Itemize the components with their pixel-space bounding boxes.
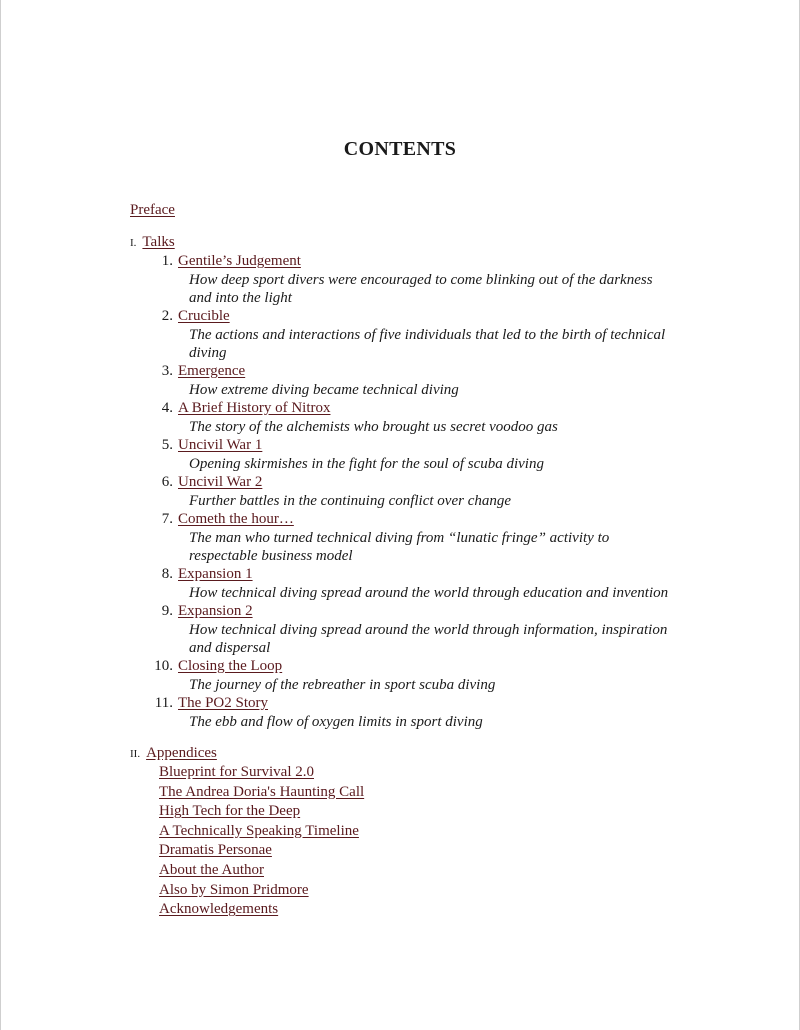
- chapter-number: 8.: [161, 566, 173, 582]
- appendix-link[interactable]: Acknowledgements: [159, 901, 279, 918]
- chapter-description: Opening skirmishes in the fight for the soul of scuba diving: [189, 456, 544, 472]
- part-appendices-link[interactable]: Appendices: [146, 745, 217, 761]
- chapter-number: 11.: [154, 695, 173, 711]
- part-talks-link[interactable]: Talks: [142, 234, 175, 250]
- part-numeral: II.: [130, 748, 141, 760]
- chapter-entry: [130, 252, 690, 307]
- chapter-heading: [161, 602, 690, 621]
- appendix-link[interactable]: The Andrea Doria's Haunting Call: [159, 783, 365, 800]
- chapter-number: 5.: [161, 437, 173, 453]
- chapter-heading: [161, 473, 690, 492]
- appendix-entry: [159, 783, 690, 803]
- chapter-entry: [130, 362, 690, 399]
- chapter-description: The man who turned technical diving from “lunatic fringe” activity to respectable business model: [189, 530, 610, 564]
- part-numeral: I.: [130, 237, 137, 249]
- part-appendices: [130, 743, 690, 763]
- appendix-link[interactable]: High Tech for the Deep: [159, 803, 301, 820]
- chapter-heading: [161, 510, 690, 529]
- appendix-list: [130, 763, 690, 920]
- chapter-number: 4.: [161, 400, 173, 416]
- chapter-link[interactable]: The PO2 Story: [178, 695, 268, 711]
- chapter-entry: [130, 657, 690, 694]
- chapter-entry: [130, 473, 690, 510]
- appendix-link[interactable]: A Technically Speaking Timeline: [159, 822, 359, 839]
- appendix-link[interactable]: Blueprint for Survival 2.0: [159, 764, 314, 780]
- chapter-description: How technical diving spread around the world through information, inspiration and dispersal: [189, 622, 668, 656]
- chapter-description: How technical diving spread around the world through education and invention: [189, 585, 669, 601]
- chapter-link[interactable]: Uncivil War 2: [178, 474, 263, 490]
- appendix-entry: [159, 841, 690, 861]
- appendix-entry: [159, 861, 690, 881]
- chapter-number: 3.: [161, 363, 173, 379]
- chapter-heading: [161, 307, 690, 326]
- page-title: CONTENTS: [343, 138, 457, 160]
- chapter-heading: [154, 694, 690, 713]
- chapter-link[interactable]: Cometh the hour…: [178, 511, 294, 527]
- chapter-description: Further battles in the continuing conflict over change: [189, 493, 512, 509]
- chapter-number: 2.: [161, 308, 173, 324]
- chapter-number: 1.: [161, 253, 173, 269]
- chapter-entry: [130, 694, 690, 731]
- chapter-description: The ebb and flow of oxygen limits in sport diving: [189, 714, 483, 730]
- chapter-list: [130, 252, 690, 731]
- appendix-entry: [159, 763, 690, 783]
- preface-link[interactable]: Preface: [130, 202, 175, 218]
- chapter-heading: [154, 657, 690, 676]
- chapter-entry: [130, 399, 690, 436]
- appendix-entry: [159, 802, 690, 822]
- chapter-link[interactable]: Uncivil War 1: [178, 437, 263, 453]
- chapter-entry: [130, 510, 690, 565]
- chapter-link[interactable]: A Brief History of Nitrox: [178, 400, 331, 416]
- chapter-entry: [130, 602, 690, 657]
- chapter-entry: [130, 436, 690, 473]
- chapter-heading: [161, 436, 690, 455]
- chapter-heading: [161, 399, 690, 418]
- part-talks: [130, 232, 690, 252]
- appendix-entry: [159, 881, 690, 901]
- appendix-link[interactable]: Dramatis Personae: [159, 842, 272, 859]
- chapter-number: 7.: [161, 511, 173, 527]
- chapter-description: How extreme diving became technical diving: [189, 382, 459, 398]
- appendix-entry: [159, 900, 690, 920]
- chapter-number: 6.: [161, 474, 173, 490]
- chapter-description: The actions and interactions of five individuals that led to the birth of technical diving: [189, 327, 666, 361]
- chapter-number: 9.: [161, 603, 173, 619]
- chapter-link[interactable]: Gentile’s Judgement: [178, 253, 301, 269]
- chapter-heading: [161, 565, 690, 584]
- chapter-entry: [130, 307, 690, 362]
- table-of-contents: [130, 200, 690, 920]
- appendix-link[interactable]: About the Author: [159, 861, 264, 878]
- chapter-heading: [161, 362, 690, 381]
- chapter-link[interactable]: Closing the Loop: [178, 658, 283, 674]
- chapter-link[interactable]: Emergence: [178, 363, 246, 379]
- chapter-description: How deep sport divers were encouraged to come blinking out of the darkness and into the light: [189, 272, 653, 306]
- chapter-number: 10.: [154, 658, 173, 674]
- chapter-link[interactable]: Expansion 1: [178, 566, 253, 582]
- appendix-link[interactable]: Also by Simon Pridmore: [159, 881, 309, 898]
- chapter-link[interactable]: Crucible: [178, 308, 230, 324]
- appendix-entry: [159, 822, 690, 842]
- chapter-description: The journey of the rebreather in sport scuba diving: [189, 677, 496, 693]
- chapter-description: The story of the alchemists who brought us secret voodoo gas: [189, 419, 558, 435]
- chapter-link[interactable]: Expansion 2: [178, 603, 253, 619]
- preface-entry: [130, 200, 690, 220]
- chapter-heading: [161, 252, 690, 271]
- chapter-entry: [130, 565, 690, 602]
